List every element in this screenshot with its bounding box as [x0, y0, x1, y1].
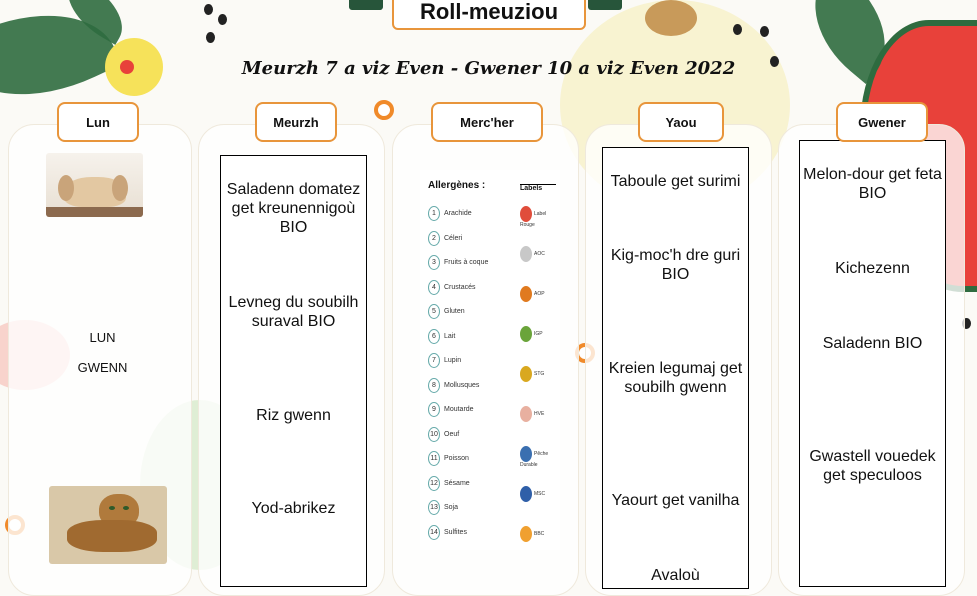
- cat-photo: [49, 486, 167, 564]
- allergen-number: 11: [428, 451, 440, 466]
- day-tab-mercher: Merc'her: [431, 102, 543, 142]
- dish-meurzh-2: Levneg du soubilh suraval BIO: [228, 294, 359, 330]
- day-tab-yaou: Yaou: [638, 102, 724, 142]
- allergen-row: [428, 206, 472, 220]
- label-logo: [520, 246, 532, 262]
- label-badge-icon: [520, 406, 560, 422]
- label-logo: [520, 326, 532, 342]
- label-name: AOC: [534, 251, 545, 257]
- label-name: AOP: [534, 291, 545, 297]
- label-badge-icon: [520, 206, 560, 229]
- dish-yaou-4: Yaourt get vanilha: [611, 492, 740, 509]
- allergen-number: 12: [428, 476, 440, 491]
- menu-meurzh: [220, 155, 367, 587]
- cookie-decoration: [645, 0, 697, 36]
- allergen-label: Mollusques: [444, 381, 480, 389]
- allergen-label: Lupin: [444, 357, 462, 364]
- allergen-label: Moutarde: [444, 406, 474, 413]
- allergen-number: 8: [428, 378, 440, 393]
- label-badge-icon: [520, 446, 560, 469]
- label-logo: [520, 406, 532, 422]
- ring: [374, 100, 394, 120]
- allergen-label: Soja: [444, 504, 459, 511]
- title-tab-right: [588, 0, 622, 10]
- label-name: BBC: [534, 531, 545, 537]
- label-badge-icon: [520, 246, 560, 262]
- allergen-number: 14: [428, 525, 440, 540]
- dish-yaou-2: Kig-moc'h dre guri BIO: [610, 247, 741, 283]
- label-name: Pêche Durable: [520, 451, 549, 469]
- dot: [733, 24, 742, 35]
- label-badge-icon: [520, 486, 560, 502]
- dish-yaou-5: Avaloù: [651, 567, 700, 584]
- label-logo: [520, 446, 532, 462]
- date-range: Meurzh 7 a viz Even - Gwener 10 a viz Even 2022: [241, 58, 736, 79]
- allergen-row: [428, 280, 476, 294]
- lun-notice-1: LUN: [89, 330, 116, 345]
- allergen-label: Oeuf: [444, 430, 460, 438]
- label-badge-icon: [520, 326, 560, 342]
- allergen-label: Gluten: [444, 308, 465, 315]
- allergen-label: Céleri: [444, 234, 463, 242]
- allergen-row: [428, 329, 455, 343]
- title-tab-left: [349, 0, 383, 10]
- day-tab-lun: Lun: [57, 102, 139, 142]
- allergen-number: 5: [428, 304, 440, 319]
- menu-yaou: [602, 147, 749, 589]
- day-tab-meurzh: Meurzh: [255, 102, 337, 142]
- dish-meurzh-3: Riz gwenn: [256, 407, 331, 424]
- allergen-number: 13: [428, 500, 440, 515]
- allergen-row: [428, 231, 462, 245]
- label-logo: [520, 206, 532, 222]
- allergen-legend: [420, 170, 560, 550]
- labels-title: Labels: [520, 184, 556, 192]
- label-logo: [520, 286, 532, 302]
- allergen-row: [428, 451, 469, 465]
- allergen-row: [428, 402, 474, 416]
- dot: [204, 4, 213, 15]
- allergen-label: Poisson: [444, 455, 469, 462]
- allergen-number: 1: [428, 206, 440, 221]
- allergen-number: 7: [428, 353, 440, 368]
- puppy-photo: [46, 153, 143, 217]
- allergen-label: Arachide: [444, 210, 472, 217]
- allergen-number: 3: [428, 255, 440, 270]
- allergen-label: Crustacés: [444, 283, 476, 291]
- dish-gwener-4: Gwastell vouedek get speculoos: [809, 448, 936, 484]
- label-name: IGP: [534, 331, 543, 337]
- allergen-label: Fruits à coque: [444, 259, 489, 266]
- label-name: HVE: [534, 411, 545, 417]
- page-title: Roll-meuziou: [392, 0, 586, 30]
- allergen-label: Sulfites: [444, 528, 467, 536]
- dot: [206, 32, 215, 43]
- dish-yaou-3: Kreien legumaj get soubilh gwenn: [608, 360, 743, 396]
- allergen-number: 9: [428, 402, 440, 417]
- dish-meurzh-1: Saladenn domatez get kreunennigoù BIO: [226, 181, 361, 236]
- label-logo: [520, 526, 532, 542]
- label-badge-icon: [520, 526, 560, 542]
- label-name: MSC: [534, 491, 546, 497]
- label-logo: [520, 366, 532, 382]
- allergen-row: [428, 304, 465, 318]
- allergen-row: [428, 525, 467, 539]
- allergens-title: Allergènes :: [428, 180, 486, 191]
- label-name: STG: [534, 371, 545, 377]
- allergen-row: [428, 476, 470, 490]
- dish-gwener-1: Melon-dour get feta BIO: [803, 166, 942, 202]
- allergen-row: [428, 378, 479, 392]
- label-badge-icon: [520, 366, 560, 382]
- allergen-number: 4: [428, 280, 440, 295]
- allergen-row: [428, 500, 458, 514]
- allergen-number: 2: [428, 231, 440, 246]
- label-badge-icon: [520, 286, 560, 302]
- dish-gwener-3: Saladenn BIO: [822, 335, 923, 352]
- allergen-row: [428, 255, 488, 269]
- dot: [218, 14, 227, 25]
- allergen-number: 6: [428, 329, 440, 344]
- dish-yaou-1: Taboule get surimi: [610, 173, 741, 190]
- allergen-label: Sésame: [444, 479, 470, 487]
- lun-notice-2: GWENN: [77, 360, 128, 375]
- dish-gwener-2: Kichezenn: [835, 260, 910, 277]
- allergen-label: Lait: [444, 332, 456, 340]
- dish-meurzh-4: Yod-abrikez: [251, 500, 336, 517]
- label-logo: [520, 486, 532, 502]
- label-name: Label Rouge: [520, 211, 547, 229]
- day-tab-gwener: Gwener: [836, 102, 928, 142]
- menu-gwener: [799, 140, 946, 587]
- allergen-row: [428, 427, 459, 441]
- allergen-row: [428, 353, 461, 367]
- dot: [760, 26, 769, 37]
- allergen-number: 10: [428, 427, 440, 442]
